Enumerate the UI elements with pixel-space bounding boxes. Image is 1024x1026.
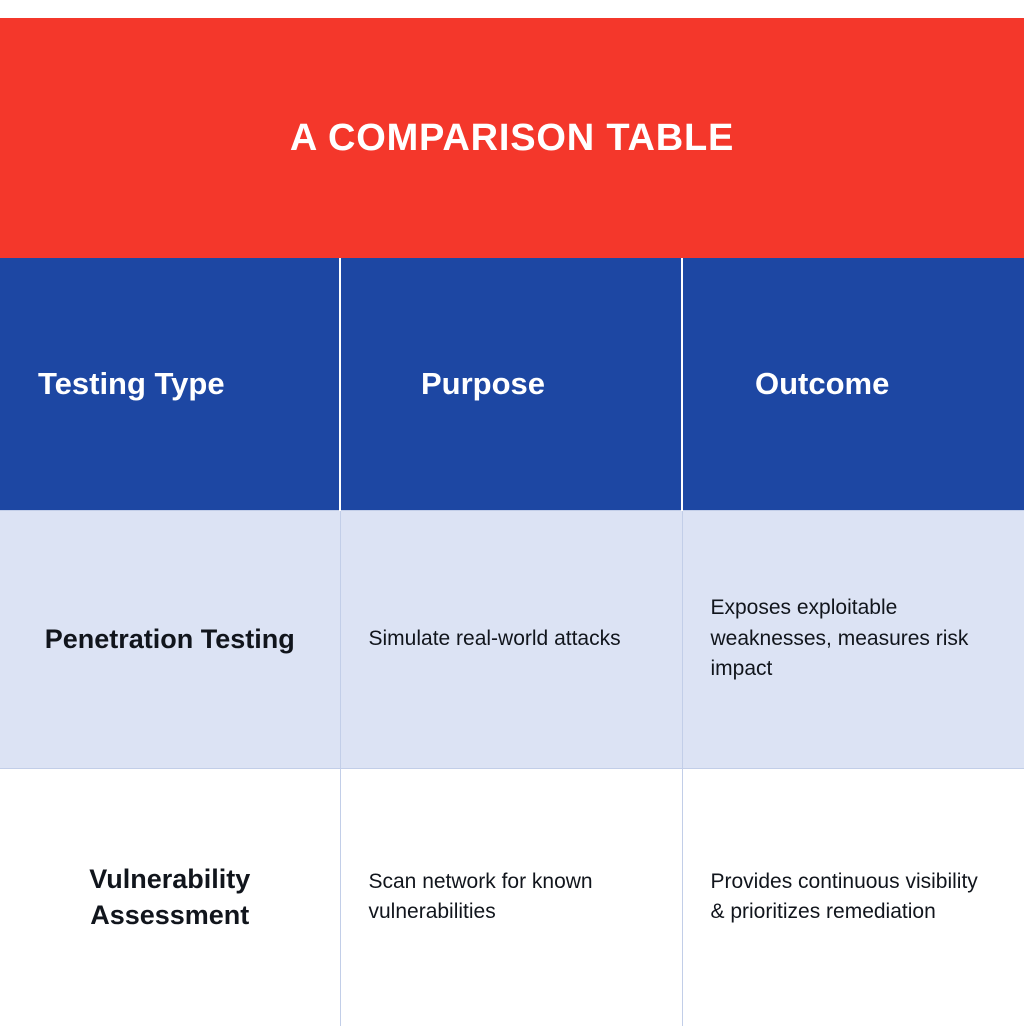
cell-outcome: Provides continuous visibility & prioritizes remediation [682,768,1024,1026]
cell-testing-type: Penetration Testing [0,510,340,768]
table-header [0,258,1024,510]
column-header-purpose: Purpose [340,258,682,510]
cell-testing-type: Vulnerability Assessment [0,768,340,1026]
column-header-outcome: Outcome [682,258,1024,510]
table-row [0,510,1024,768]
cell-purpose: Simulate real-world attacks [340,510,682,768]
title-banner [0,18,1024,258]
page-title: A COMPARISON TABLE [289,116,735,159]
column-header-testing-type: Testing Type [0,258,340,510]
cell-purpose: Scan network for known vulnerabilities [340,768,682,1026]
table-header-row [0,258,1024,510]
comparison-table [0,258,1024,1026]
table-body [0,510,1024,1026]
cell-outcome: Exposes exploitable weaknesses, measures risk impact [682,510,1024,768]
table-row [0,768,1024,1026]
